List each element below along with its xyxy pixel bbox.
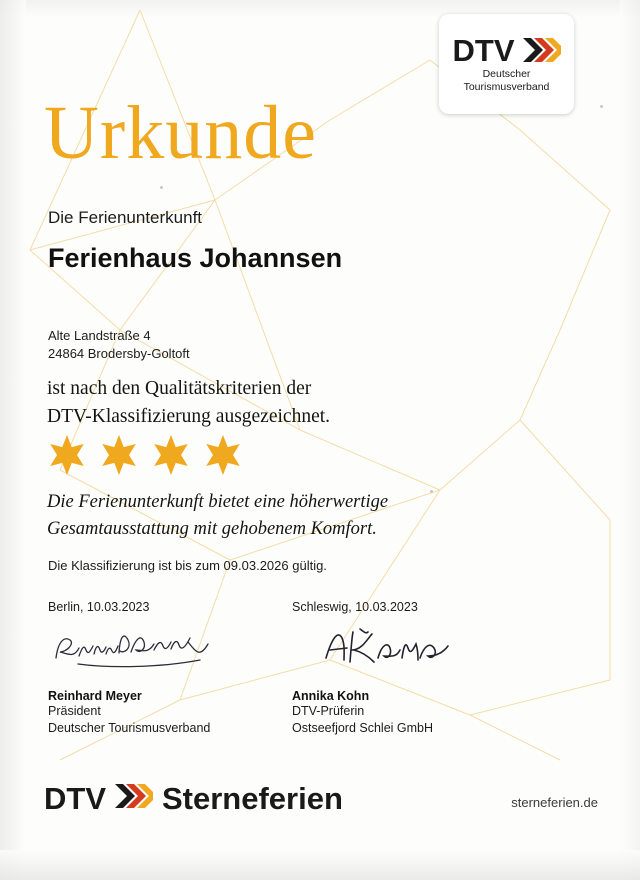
star-rating (46, 434, 244, 476)
signatory-organisation: Deutscher Tourismusverband (48, 720, 211, 735)
signature-place-date: Schleswig, 10.03.2023 (292, 600, 418, 614)
handwritten-signature (292, 624, 472, 676)
signature-block-left (48, 600, 228, 737)
star-icon (150, 434, 192, 476)
dtv-logo-subtitle-line1: Deutscher (482, 67, 531, 80)
criteria-text (47, 375, 330, 430)
description-line-2: Gesamtausstattung mit gehobenem Komfort. (47, 518, 377, 539)
page-title: Urkunde (44, 91, 317, 175)
classification-description (47, 489, 388, 543)
footer-brand (44, 781, 343, 816)
signatory-name: Annika Kohn (292, 689, 370, 703)
paper-edge-right (620, 0, 640, 880)
star-icon (98, 434, 140, 476)
criteria-line-2: DTV-Klassifizierung ausgezeichnet. (47, 405, 331, 427)
star-icon (46, 434, 88, 476)
address-city: 24864 Brodersby-Goltoft (48, 345, 190, 361)
chevron-icon (113, 781, 153, 816)
signatory-role: Präsident (48, 704, 101, 718)
dtv-logo-row (452, 32, 561, 68)
footer-dtv-text: DTV (44, 781, 106, 816)
criteria-line-1: ist nach den Qualitätskriterien der (47, 378, 312, 399)
dtv-logo-text: DTV (452, 32, 515, 68)
validity-text: Die Klassifizierung ist bis zum 09.03.2026 gültig. (48, 558, 327, 573)
footer-wordmark: Sterneferien (162, 781, 343, 816)
signatory-name: Reinhard Meyer (48, 689, 142, 703)
signature-place-date: Berlin, 10.03.2023 (48, 600, 150, 614)
dtv-logo-card (439, 14, 574, 114)
paper-speck (430, 490, 433, 493)
dtv-logo-subtitle (464, 68, 550, 94)
signatory-organisation: Ostseefjord Schlei GmbH (292, 720, 434, 735)
star-icon (202, 434, 244, 476)
paper-edge-bottom (0, 850, 640, 880)
chevron-icon (521, 35, 561, 65)
paper-edge-left (0, 0, 26, 880)
paper-speck (600, 105, 603, 108)
footer-url: sterneferien.de (511, 795, 598, 810)
address-street: Alte Landstraße 4 (48, 328, 151, 343)
signature-block-right (292, 600, 472, 737)
lead-text: Die Ferienunterkunft (48, 208, 203, 227)
handwritten-signature (48, 624, 228, 676)
description-line-1: Die Ferienunterkunft bietet eine höherwertige (47, 492, 389, 512)
signatory-role: DTV-Prüferin (292, 704, 365, 718)
dtv-logo-subtitle-line2: Tourismusverband (463, 80, 550, 93)
property-name: Ferienhaus Johannsen (48, 243, 343, 273)
paper-speck (160, 186, 163, 189)
property-address (48, 327, 190, 362)
